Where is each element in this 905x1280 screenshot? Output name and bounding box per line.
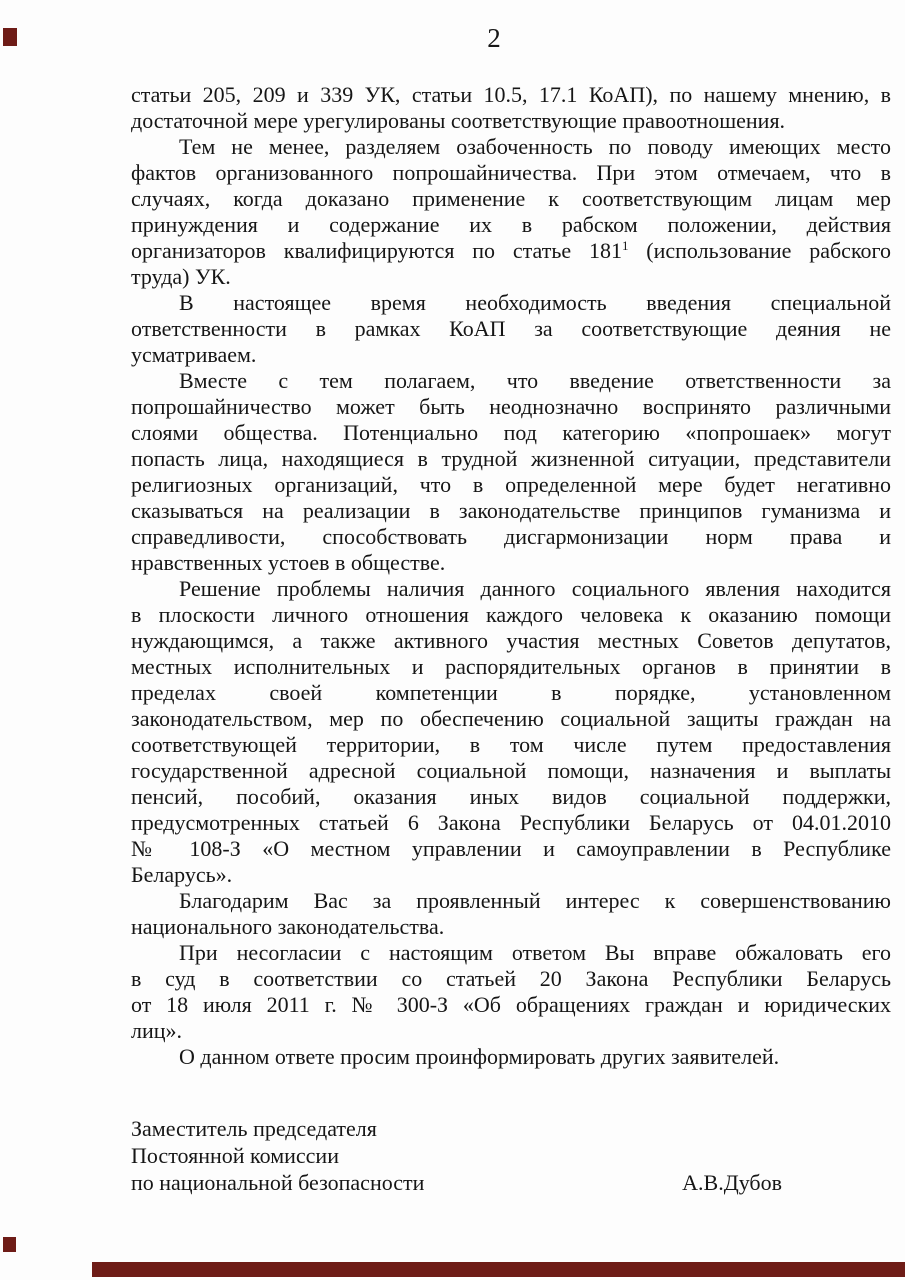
text-line: При несогласии с настоящим ответом Вы вправе обжаловать его bbox=[179, 940, 891, 965]
text-line: Благодарим Вас за проявленный интерес к совершенствованию bbox=[179, 888, 891, 913]
text-line: справедливости, способствовать дисгармонизации норм права и bbox=[131, 524, 891, 549]
signature-position-line: по национальной безопасности bbox=[131, 1170, 425, 1195]
paragraph bbox=[131, 1044, 891, 1070]
text-line: нуждающимся, а также активного участия местных Советов депутатов, bbox=[131, 628, 891, 653]
text-line: фактов организованного попрошайничества. При этом отмечаем, что в bbox=[131, 160, 891, 185]
paragraph bbox=[131, 576, 891, 888]
text-line: лиц». bbox=[131, 1018, 183, 1043]
text-line: принуждения и содержание их в рабском положении, действия bbox=[131, 212, 891, 237]
text-line: в суд в соответствии со статьей 20 Закона Республики Беларусь bbox=[131, 966, 891, 991]
text-line: ответственности в рамках КоАП за соответствующие деяния не bbox=[131, 316, 891, 341]
page-number: 2 bbox=[487, 23, 501, 53]
paragraph bbox=[131, 290, 891, 368]
paragraph bbox=[131, 940, 891, 1044]
signature-position-line: Постоянной комиссии bbox=[131, 1143, 339, 1168]
text-line: нравственных устоев в обществе. bbox=[131, 550, 446, 575]
text-line: Беларусь». bbox=[131, 862, 233, 887]
paragraph bbox=[131, 134, 891, 290]
text-line: случаях, когда доказано применение к соответствующим лицам мер bbox=[131, 186, 891, 211]
text-line: законодательством, мер по обеспечению социальной защиты граждан на bbox=[131, 706, 891, 731]
document-body bbox=[131, 82, 891, 1070]
scan-artifact-top-left bbox=[3, 28, 17, 46]
text-line: религиозных организаций, что в определенной мере будет негативно bbox=[131, 472, 891, 497]
text-line: организаторов квалифицируются по статье $181^1$ (использование рабского bbox=[131, 238, 891, 263]
text-line: усматриваем. bbox=[131, 342, 257, 367]
text-line: от 18 июля 2011 г. № 300-З «Об обращениях граждан и юридических bbox=[131, 992, 891, 1017]
text-line: пенсий, пособий, оказания иных видов социальной поддержки, bbox=[131, 784, 891, 809]
scan-artifact-bottom-left bbox=[3, 1237, 16, 1252]
text-line: достаточной мере урегулированы соответствующие правоотношения. bbox=[131, 108, 786, 133]
text-line: попрошайничество может быть неоднозначно воспринято различными bbox=[131, 394, 891, 419]
signature-name: А.В.Дубов bbox=[682, 1170, 782, 1195]
scan-artifact-bottom-bar bbox=[92, 1262, 905, 1277]
text-line: в плоскости личного отношения каждого человека к оказанию помощи bbox=[131, 602, 891, 627]
text-line: В настоящее время необходимость введения специальной bbox=[179, 290, 891, 315]
text-line: О данном ответе просим проинформировать других заявителей. bbox=[179, 1044, 780, 1069]
text-line: Тем не менее, разделяем озабоченность по поводу имеющих место bbox=[179, 134, 891, 159]
text-line: предусмотренных статьей 6 Закона Республики Беларусь от 04.01.2010 bbox=[131, 810, 891, 835]
text-line: слоями общества. Потенциально под категорию «попрошаек» могут bbox=[131, 420, 891, 445]
paragraph bbox=[131, 82, 891, 134]
paragraph bbox=[131, 888, 891, 940]
text-line: № 108-З «О местном управлении и самоуправлении в Республике bbox=[131, 836, 891, 861]
text-line: Вместе с тем полагаем, что введение ответственности за bbox=[179, 368, 891, 393]
text-line: статьи 205, 209 и 339 УК, статьи 10.5, 17.1 КоАП), по нашему мнению, в bbox=[131, 82, 891, 107]
text-line: сказываться на реализации в законодательстве принципов гуманизма и bbox=[131, 498, 891, 523]
signature-position-line: Заместитель председателя bbox=[131, 1116, 377, 1141]
text-line: труда) УК. bbox=[131, 264, 231, 289]
signature-block bbox=[131, 1115, 782, 1196]
text-line: попасть лица, находящиеся в трудной жизненной ситуации, представители bbox=[131, 446, 891, 471]
text-line: Решение проблемы наличия данного социального явления находится bbox=[179, 576, 891, 601]
text-line: местных исполнительных и распорядительных органов в принятии в bbox=[131, 654, 891, 679]
text-line: национального законодательства. bbox=[131, 914, 445, 939]
text-line: пределах своей компетенции в порядке, установленном bbox=[131, 680, 891, 705]
paragraph bbox=[131, 368, 891, 576]
text-line: соответствующей территории, в том числе путем предоставления bbox=[131, 732, 891, 757]
text-line: государственной адресной социальной помощи, назначения и выплаты bbox=[131, 758, 891, 783]
